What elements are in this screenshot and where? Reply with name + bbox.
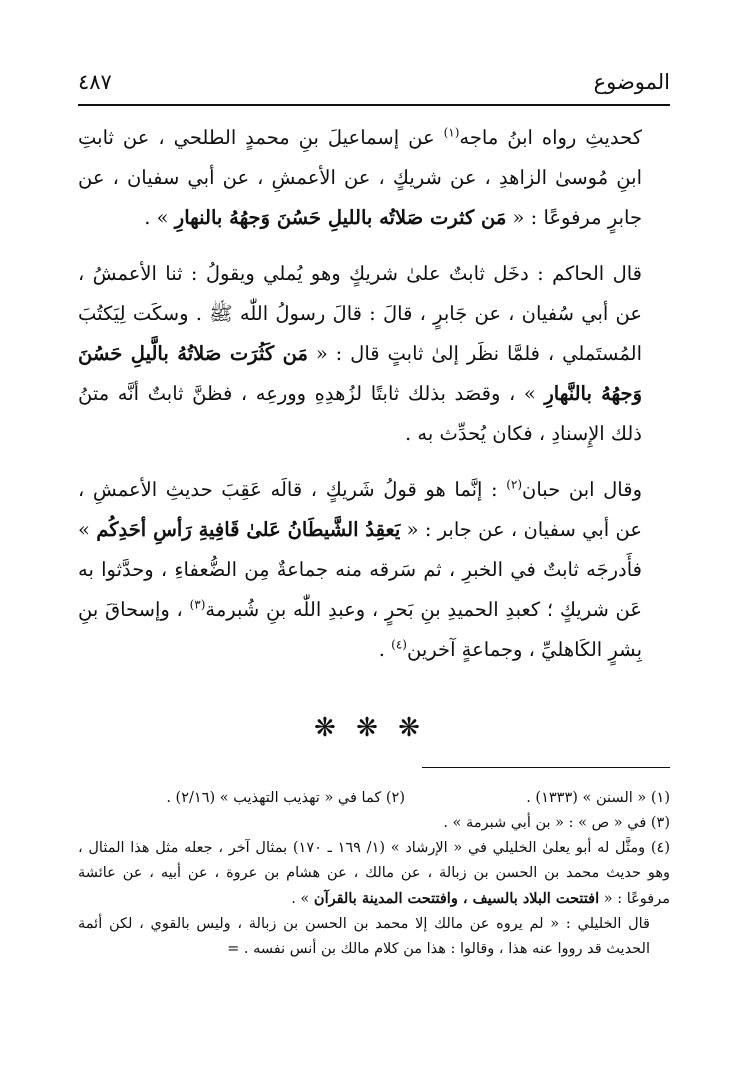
- hadith-quote: مَن كَثُرَت صَلاتُهُ بالَّيلِ حَسُنَ وَجهُهُ بالنَّهارِ: [78, 342, 642, 405]
- footnote-quote: افتتحت البلاد بالسيف ، وافتتحت المدينة بالقرآن: [313, 890, 600, 907]
- text-run: : إنَّما هو قولُ شَريكٍ ، قالَه عَقِبَ حديثِ الأعمشِ ، عن أبي سفيان ، عن جابر : «: [78, 478, 642, 541]
- footnote-ref-4[interactable]: (٤): [391, 637, 407, 652]
- footnote-2: (٢) كما في « تهذيب التهذيب » (٢/١٦) .: [166, 790, 405, 806]
- footnote-3: (٣) في « ص » : « بن أبي شبرمة » .: [443, 815, 670, 831]
- text-run: » .: [291, 891, 314, 907]
- text-run: (٤) ومثَّل له أبو يعلىٰ الخليلي في « الإرشاد » (١/ ١٦٩ ـ ١٧٠) بمثال آخر ، جعله مثل هذا المثال ، وهو حديث محمد بن الحسن بن زبالة ، عن مالك ، عن هشام بن عروة ، عن أبيه ، عن عائشة مرفوعًا : «: [78, 840, 671, 907]
- footnote-ref-3[interactable]: (٣): [189, 597, 206, 612]
- text-run: .: [378, 638, 392, 661]
- footnote-row: [78, 786, 670, 811]
- text-run: ، وإسحاقَ بنِ بِشرٍ الكَاهليِّ ، وجماعةٍ آخرين: [78, 598, 642, 661]
- section-title: الموضوع: [593, 70, 670, 94]
- text-run: عن إسماعيلَ بنِ محمدٍ الطلحي ، عن ثابتِ ابنِ مُوسىٰ الزاهدِ ، عن شريكٍ ، عن الأعمشِ ، عن أبي سفيان ، عن جابرٍ مرفوعًا : «: [78, 126, 642, 229]
- main-text: [78, 118, 670, 670]
- footnote-ref-1[interactable]: (١): [443, 125, 460, 140]
- paragraph-3: [78, 470, 670, 670]
- page-header: [78, 70, 670, 106]
- footnotes: [78, 786, 670, 962]
- text-run: » .: [144, 206, 175, 229]
- footnote-ref-2[interactable]: (٢): [506, 477, 523, 492]
- text-run: وقال ابن حبان: [522, 478, 642, 501]
- text-run: » ، وقصَد بذلك ثابتًا لزُهدِهِ وورعِه ، فظنَّ ثابتٌ أنَّه متنُ ذلك الإِسنادِ ، فكان يُحدِّث به .: [78, 382, 642, 445]
- footnote-1: (١) « السنن » (١٣٣٣) .: [526, 790, 670, 806]
- text-run: قال الحاكم : دخَل ثابتٌ علىٰ شريكٍ وهو يُملي ويقولُ : ثنا الأعمشُ ، عن أبي سُفيان ، عن جَابرٍ ، قالَ : قالَ رسولُ اللّٰه ﷺ . وسكَت لِيَكتُبَ المُستَملي ، فلمَّا نظَر إلىٰ ثابتٍ قال : «: [78, 262, 642, 365]
- footnote-rule: [422, 767, 670, 768]
- text-run: » فأَدرجَه ثابتٌ في الخبرِ ، ثم سَرقه منه جماعةٌ مِن الضُّعفاءِ ، وحدَّثوا به عَن شريكٍ ؛ كعبدِ الحميدِ بنِ بَحرٍ ، وعبدِ اللّٰه بنِ شُبرمة: [78, 518, 643, 621]
- footnote-4: [78, 836, 670, 912]
- section-separator: ❋ ❋ ❋: [314, 713, 426, 743]
- paragraph-1: [78, 118, 670, 238]
- hadith-quote: يَعقِدُ الشَّيطَانُ عَلىٰ قَافِيةِ رَأسِ أحَدِكُم: [96, 518, 401, 541]
- paragraph-2: [78, 254, 670, 454]
- footnote-4-continued: قال الخليلي : « لم يروه عن مالك إلا محمد بن الحسن بن زبالة ، وليس بالقوي ، لكن أئمة الحديث قد رووا عنه هذا ، وقالوا : هذا من كلام مالك بن أنس نفسه . =: [78, 916, 650, 957]
- hadith-quote: مَن كثرت صَلاتُه بالليلِ حَسُنَ وَجهُهُ بالنهارِ: [174, 206, 507, 229]
- page-number: ٤٨٧: [78, 70, 112, 94]
- text-run: كحديثِ رواه ابنُ ماجه: [459, 126, 642, 149]
